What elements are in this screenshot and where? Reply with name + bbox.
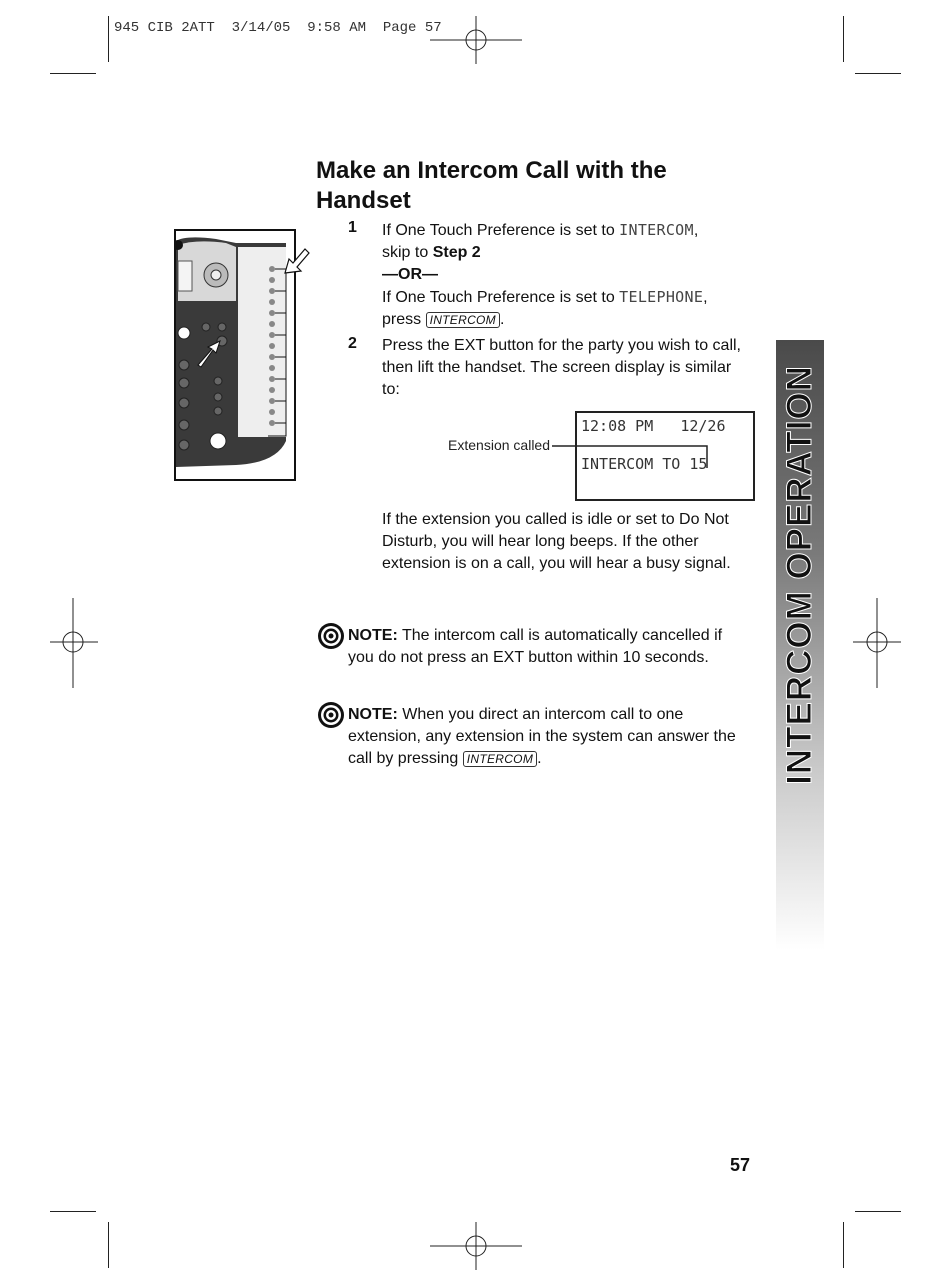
step-1-text: If One Touch Preference is set to — [382, 289, 620, 306]
crop-mark — [855, 1211, 901, 1212]
crop-mark — [108, 1222, 109, 1268]
step-number: 2 — [348, 335, 357, 352]
target-note-icon — [317, 622, 345, 650]
page-title: Make an Intercom Call with the Handset — [316, 157, 667, 214]
or-separator: —OR— — [382, 266, 438, 283]
section-tab-title — [776, 340, 824, 810]
display-time-date: 12:08 PM 12/26 — [581, 417, 726, 435]
pointer-arrow-icon — [283, 247, 311, 275]
extension-called-callout: Extension called — [448, 437, 550, 453]
note-text: When you direct an intercom call to one extension, any extension in the system can answer the call by pressing — [348, 706, 736, 767]
phone-illustration — [174, 229, 296, 481]
step-1-text: If One Touch Preference is set to — [382, 222, 620, 239]
step-1-text: press — [382, 311, 426, 328]
note-label: NOTE: — [348, 706, 398, 723]
intercom-key-icon: INTERCOM — [463, 751, 537, 767]
note-text: The intercom call is automatically cancelled if you do not press an EXT button within 10 seconds. — [348, 627, 723, 666]
registration-mark-icon — [853, 598, 901, 688]
intercom-mode-label: INTERCOM — [619, 221, 694, 239]
crop-mark — [108, 16, 109, 62]
punctuation: . — [499, 311, 505, 328]
result-paragraph: If the extension you called is idle or set to Do Not Disturb, you will hear long beeps. If the other extension is on a call, you will hear a busy signal. — [382, 511, 731, 572]
crop-mark — [843, 16, 844, 62]
step-1-text: skip to — [382, 244, 433, 261]
punctuation: , — [693, 222, 699, 239]
step-number: 1 — [348, 219, 357, 236]
registration-mark-icon — [430, 1222, 522, 1270]
note-2 — [348, 704, 743, 770]
print-slug: 945 CIB 2ATT 3/14/05 9:58 AM Page 57 — [114, 20, 442, 36]
step-2-reference: Step 2 — [432, 244, 481, 261]
callout-line — [552, 440, 712, 470]
note-1 — [348, 625, 743, 669]
registration-mark-icon — [50, 598, 98, 688]
step-2-text: Press the EXT button for the party you wish to call, then lift the handset. The screen display is similar to: — [382, 337, 741, 398]
registration-mark-icon — [430, 16, 522, 64]
crop-mark — [50, 73, 96, 74]
page-number: 57 — [730, 1155, 751, 1175]
note-label: NOTE: — [348, 627, 398, 644]
punctuation: . — [537, 750, 542, 767]
punctuation: , — [703, 289, 708, 306]
section-tab-label: INTERCOM OPERATION — [780, 365, 819, 785]
step-1 — [382, 219, 762, 331]
crop-mark — [855, 73, 901, 74]
display-intercom-status: INTERCOM TO 15 — [581, 455, 708, 473]
crop-mark — [50, 1211, 96, 1212]
target-note-icon — [317, 701, 345, 729]
crop-mark — [843, 1222, 844, 1268]
intercom-key-icon: INTERCOM — [426, 312, 500, 328]
telephone-mode-label: TELEPHONE — [619, 288, 704, 306]
